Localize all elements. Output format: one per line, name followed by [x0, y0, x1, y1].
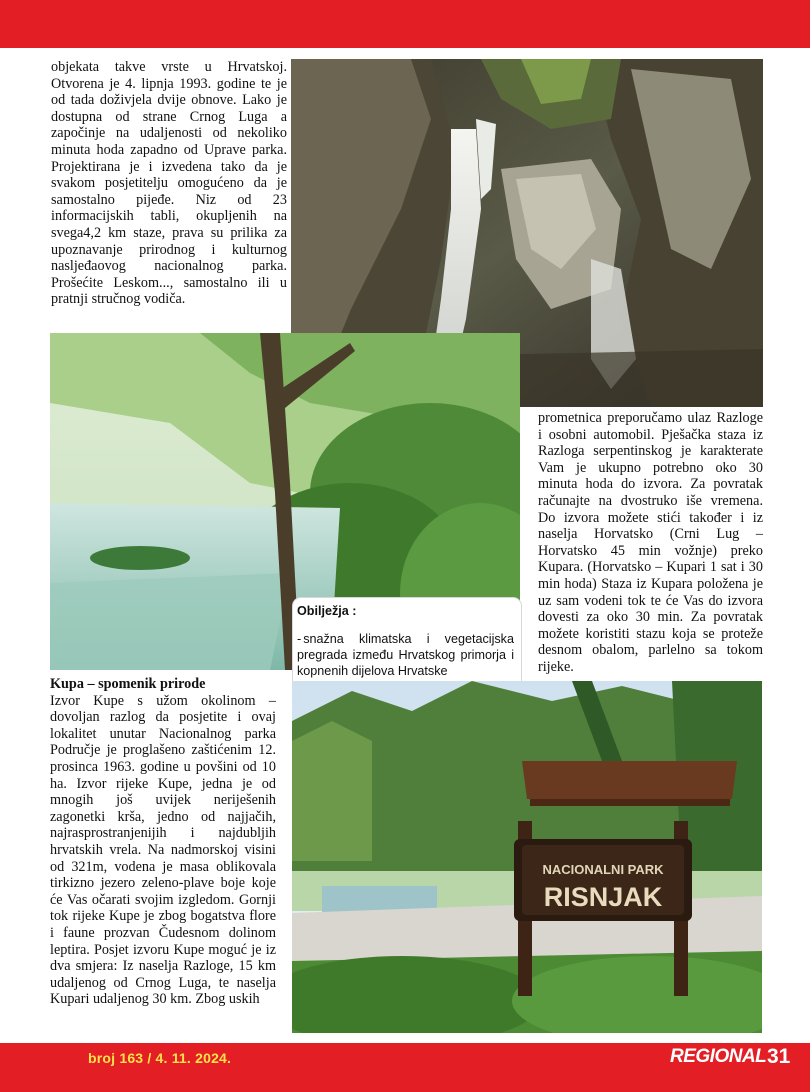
issue-label: broj 163 / 4. 11. 2024. — [88, 1050, 232, 1066]
feature-item: - snažna klimatska i vegetacijska pregrada između Hrvatskog primorja i kopnenih dijelova Hrvatske — [297, 631, 514, 678]
column-1-text: objekata takve vrste u Hrvatskoj. Otvorena je 4. lipnja 1993. godine te je od tada doživjela dvije obnove. Lako je dostupna od strane Crnog Luga a započinje na udaljenosti od nekoliko minuta hoda zapadno od Uprave parka. Projektirana je i izvedena tako da je svakom posjetitelju omogućeno da je samostalno pijeđe. Niz od 23 informacijskih tabli, okupljenih na svega4,2 km staze, prava su prilika za upoznavanje prirodnog i kulturnog nasljeđaovog nacionalnog parka. Prošećite Leskom..., samostalno ili u pratnji stručnog vodiča. — [51, 59, 287, 308]
sign-text-line2: RISNJAK — [543, 882, 663, 912]
article-column-3 — [538, 410, 763, 676]
sign-text-line1: NACIONALNI PARK — [542, 862, 664, 877]
features-title: Obilježja : — [297, 604, 357, 618]
risnjak-sign-photo — [292, 681, 762, 1033]
section-heading: Kupa – spomenik prirode — [50, 676, 206, 692]
article-column-1 — [51, 59, 287, 308]
top-red-bar — [0, 0, 810, 48]
brand-logo: REGIONAL — [670, 1046, 767, 1067]
article-column-2 — [50, 676, 276, 1008]
column-3-text: prometnica preporučamo ulaz Razloge i osobni automobil. Pješačka staza iz Razloga serpentinskog je karakterate Vam je ukupno potrebno oko 30 minuta hoda do izvora. Za povratak računajte na dvostruko iše vremena. Do izvora možete stići također i iz naselja Horvatsko (Crni Lug – Horvatsko 45 min vožnje) preko Kupara. (Horvatsko – Kupari 1 sat i 30 min hoda) Staza iz Kupara položena je uz sam vodeni tok te će Vas do izvora dovesti za oko 30 min. Za povratak možete koristiti stazu koja se proteže desnom obalom, parlelno sa tokom rijeke. — [538, 410, 763, 675]
page-number: 31 — [767, 1045, 791, 1068]
column-2-text: Izvor Kupe s užom okolinom – dovoljan razlog da posjetite i ovaj lokalitet unutar Nacionalnog parka Područje je proglašeno zaštićenim 12. prosinca 1963. godine u povšini od 10 ha. Izvor rijeke Kupe, jedna je od mnogih još uvijek neriješenih zagonetki krša, jedno od najjačih, najrasprostranjenijih i najdubljih hrvatskih vrela. Na nadmorskoj visini od 321m, vodena je masa oblikovala tirkizno jezero zeleno-plave boje koje će Vas očarati svojim izgledom. Gornji tok rijeke Kupe je zbog bogatstva flore i faune prozvan Čudesnom dolinom leptira. Posjet izvoru Kupe moguć je iz dva smjera: Iz naselja Razloge, 15 km udaljenog od Crnog Luga, te naselja Kupari udaljenog 30 km. Zbog uskih — [50, 692, 276, 1008]
